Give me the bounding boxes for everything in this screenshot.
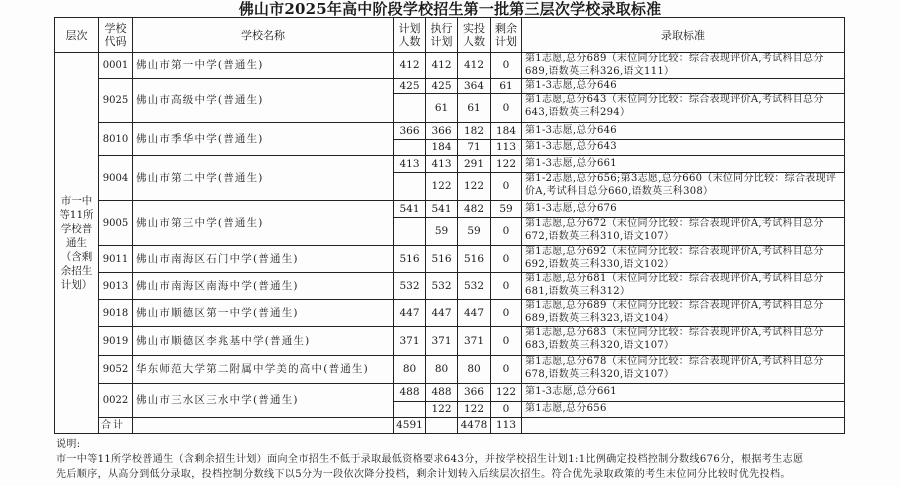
plan-count: [394, 173, 426, 201]
admission-standard: 第1-2志愿,总分656;第3志愿,总分660（末位同分比较：综合表现评价A,考试科目总分660,语数英三科308）: [522, 173, 845, 201]
exec-count: 122: [426, 402, 458, 418]
header-name: 学校名称: [133, 18, 394, 53]
exec-count: 59: [426, 218, 458, 246]
header-actual: 实投 人数: [458, 18, 491, 53]
exec-count: 371: [426, 327, 458, 356]
remain-count: 0: [491, 246, 522, 273]
table-row: [55, 79, 845, 94]
header-exec: 执行 计划: [426, 18, 458, 53]
remain-count: 122: [491, 384, 522, 402]
school-name: 佛山市第二中学(普通生): [133, 156, 394, 201]
admission-standard: 第1志愿,总分643（末位同分比较：综合表现评价A,考试科目总分643,语数英三科294）: [522, 94, 845, 123]
exec-count: 447: [426, 300, 458, 327]
total-actual: 4478: [458, 418, 491, 434]
school-code: 9011: [99, 246, 133, 273]
admission-standard: 第1志愿,总分692（末位同分比较：综合表现评价A,考试科目总分692,语数英三科330,语文102）: [522, 246, 845, 273]
header-standard: 录取标准: [522, 18, 845, 53]
total-plan: 4591: [394, 418, 426, 434]
plan-count: [394, 94, 426, 123]
plan-count: 532: [394, 273, 426, 300]
plan-count: 516: [394, 246, 426, 273]
plan-count: 413: [394, 156, 426, 173]
remain-count: 113: [491, 140, 522, 156]
actual-count: 364: [458, 79, 491, 94]
table-row: [55, 273, 845, 300]
admission-standard: 第1志愿,总分683（末位同分比较：综合表现评价A,考试科目总分683,语数英三科320,语文107）: [522, 327, 845, 356]
table-row: [55, 384, 845, 402]
plan-count: 425: [394, 79, 426, 94]
table-row: [55, 156, 845, 173]
remain-count: 184: [491, 123, 522, 140]
remain-count: 0: [491, 300, 522, 327]
notes-line-2: 先后顺序，从高分到低分录取，投档控制分数线下以5分为一段依次降分投档，剩余计划转入后续层次招生。符合优先录取政策的考生末位同分比较时优先投档。: [56, 469, 791, 480]
table-row: [55, 201, 845, 218]
table-row: [55, 53, 845, 79]
school-code: 9019: [99, 327, 133, 356]
actual-count: 80: [458, 356, 491, 384]
exec-count: 532: [426, 273, 458, 300]
actual-count: 59: [458, 218, 491, 246]
admission-standard: 第1志愿,总分678（末位同分比较：综合表现评价A,考试科目总分678,语数英三科320,语文107）: [522, 356, 845, 384]
remain-count: 0: [491, 327, 522, 356]
exec-count: 80: [426, 356, 458, 384]
plan-count: 366: [394, 123, 426, 140]
plan-count: 488: [394, 384, 426, 402]
admission-table: [54, 17, 845, 434]
school-name: 佛山市南海区石门中学(普通生): [133, 246, 394, 273]
remain-count: 0: [491, 94, 522, 123]
school-name: 佛山市第一中学(普通生): [133, 53, 394, 79]
total-label: 合计: [99, 418, 133, 434]
school-code: 9025: [99, 79, 133, 123]
actual-count: 366: [458, 384, 491, 402]
header-code: 学校 代码: [99, 18, 133, 53]
admission-standard: 第1-3志愿,总分643: [522, 140, 845, 156]
remain-count: 0: [491, 53, 522, 79]
table-row: [55, 356, 845, 384]
actual-count: 122: [458, 173, 491, 201]
plan-count: 80: [394, 356, 426, 384]
exec-count: 541: [426, 201, 458, 218]
notes-line-1: 市一中等11所学校普通生（含剩余招生计划）面向全市招生不低于录取最低资格要求643分，并按学校招生计划1:1比例确定投档控制分数线676分，根据考生志愿: [56, 454, 804, 465]
plan-count: 541: [394, 201, 426, 218]
exec-count: 366: [426, 123, 458, 140]
actual-count: 516: [458, 246, 491, 273]
actual-count: 61: [458, 94, 491, 123]
total-remain: 113: [491, 418, 522, 434]
admission-standard: 第1志愿,总分681（末位同分比较：综合表现评价A,考试科目总分681,语数英三科312）: [522, 273, 845, 300]
admission-standard: 第1-3志愿,总分646: [522, 123, 845, 140]
actual-count: 412: [458, 53, 491, 79]
plan-count: 371: [394, 327, 426, 356]
exec-count: 425: [426, 79, 458, 94]
exec-count: 412: [426, 53, 458, 79]
actual-count: 122: [458, 402, 491, 418]
notes-section: [56, 437, 876, 482]
admission-standard: 第1-3志愿,总分676: [522, 201, 845, 218]
school-name: 佛山市季华中学(普通生): [133, 123, 394, 156]
table-row: [55, 246, 845, 273]
notes-heading: 说明:: [56, 439, 81, 450]
admission-standard: 第1-3志愿,总分661: [522, 384, 845, 402]
school-name: 佛山市第三中学(普通生): [133, 201, 394, 246]
school-name: 佛山市顺德区第一中学(普通生): [133, 300, 394, 327]
table-row: [55, 123, 845, 140]
school-name: 佛山市三水区三水中学(普通生): [133, 384, 394, 418]
admission-standard: 第1-3志愿,总分646: [522, 79, 845, 94]
admission-standard: 第1志愿,总分689（末位同分比较：综合表现评价A,考试科目总分689,语数英三科323,语文104）: [522, 300, 845, 327]
admission-standard: 第1志愿,总分689（末位同分比较：综合表现评价A,考试科目总分689,语数英三科326,语文111）: [522, 53, 845, 79]
exec-count: 61: [426, 94, 458, 123]
exec-count: 413: [426, 156, 458, 173]
table-row: [55, 327, 845, 356]
level-cell: 市一中等11所学校普通生（含剩余招生计划）: [55, 53, 99, 434]
actual-count: 532: [458, 273, 491, 300]
header-remain: 剩余 计划: [491, 18, 522, 53]
actual-count: 447: [458, 300, 491, 327]
header-row: [55, 18, 845, 53]
actual-count: 371: [458, 327, 491, 356]
total-standard: [522, 418, 845, 434]
plan-count: 447: [394, 300, 426, 327]
school-code: 8010: [99, 123, 133, 156]
school-name: 佛山市高级中学(普通生): [133, 79, 394, 123]
remain-count: 0: [491, 218, 522, 246]
admission-standard: 第1志愿,总分672（末位同分比较：综合表现评价A,考试科目总分672,语数英三科310,语文107）: [522, 218, 845, 246]
exec-count: 516: [426, 246, 458, 273]
school-name: 佛山市顺德区李兆基中学(普通生): [133, 327, 394, 356]
actual-count: 482: [458, 201, 491, 218]
total-exec: [426, 418, 458, 434]
remain-count: 0: [491, 402, 522, 418]
remain-count: 61: [491, 79, 522, 94]
school-name: 华东师范大学第二附属中学美的高中(普通生): [133, 356, 394, 384]
actual-count: 291: [458, 156, 491, 173]
plan-count: [394, 140, 426, 156]
actual-count: 182: [458, 123, 491, 140]
remain-count: 122: [491, 156, 522, 173]
admission-standard: 第1志愿,总分656: [522, 402, 845, 418]
remain-count: 59: [491, 201, 522, 218]
remain-count: 0: [491, 173, 522, 201]
header-plan: 计划 人数: [394, 18, 426, 53]
remain-count: 0: [491, 356, 522, 384]
exec-count: 488: [426, 384, 458, 402]
exec-count: 122: [426, 173, 458, 201]
plan-count: [394, 402, 426, 418]
school-code: 9018: [99, 300, 133, 327]
school-name: 佛山市南海区南海中学(普通生): [133, 273, 394, 300]
plan-count: 412: [394, 53, 426, 79]
school-code: 0001: [99, 53, 133, 79]
actual-count: 71: [458, 140, 491, 156]
school-code: 0022: [99, 384, 133, 418]
header-level: 层次: [55, 18, 99, 53]
remain-count: 0: [491, 273, 522, 300]
school-code: 9005: [99, 201, 133, 246]
total-row: [55, 418, 845, 434]
page-title: 佛山市2025年高中阶段学校招生第一批第三层次学校录取标准: [238, 0, 662, 18]
total-name-empty: [133, 418, 394, 434]
admission-standard: 第1-3志愿,总分661: [522, 156, 845, 173]
table-row: [55, 300, 845, 327]
school-code: 9013: [99, 273, 133, 300]
exec-count: 184: [426, 140, 458, 156]
plan-count: [394, 218, 426, 246]
school-code: 9052: [99, 356, 133, 384]
school-code: 9004: [99, 156, 133, 201]
